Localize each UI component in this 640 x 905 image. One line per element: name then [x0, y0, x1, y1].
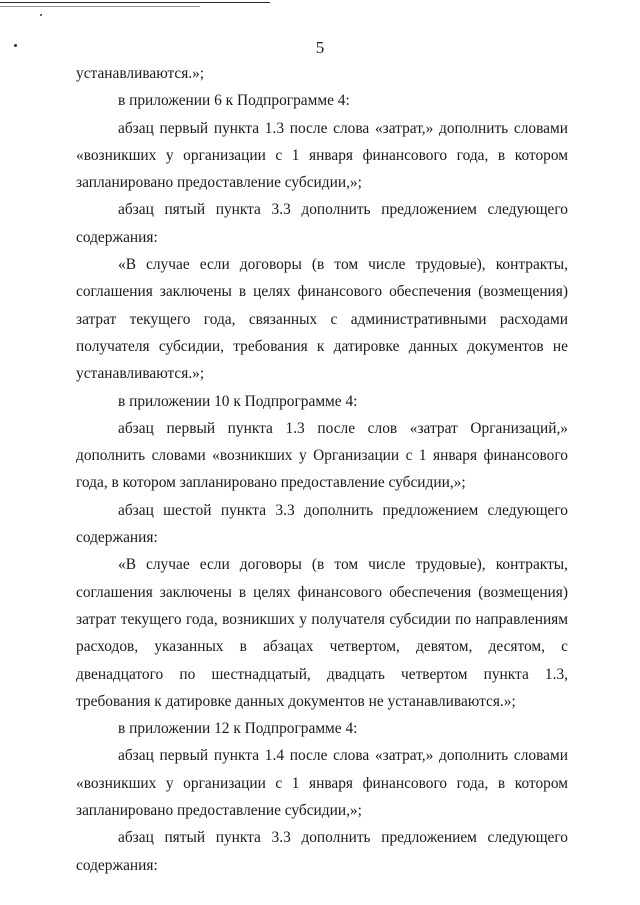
paragraph: устанавливаются.»; [76, 65, 205, 82]
paragraph: абзац пятый пункта 3.3 дополнить предложением следующего содержания: [76, 829, 568, 874]
scan-artifact-line [0, 2, 270, 3]
paragraph: в приложении 10 к Подпрограмме 4: [118, 392, 358, 410]
paragraph: в приложении 6 к Подпрограмме 4: [118, 92, 350, 110]
document-body [76, 60, 568, 879]
quoted-paragraph: «В случае если договоры (в том числе трудовые), контракты, соглашения заключены в целях финансового обеспечения (возмещения) затрат текущего года, возникших у получателя субсидии по направлениям расходов, указанных в абзацах четвертом, девятом, десятом, с двенадцатого по шестнадцатый, двадцать четвертом пункта 1.3, требования к датировке данных документов не устанавливаются.»; [76, 556, 568, 710]
scan-artifact-line [0, 6, 200, 7]
page-number: 5 [315, 38, 325, 57]
paragraph: в приложении 12 к Подпрограмме 4: [118, 720, 358, 738]
paragraph: абзац первый пункта 1.3 после слов «затрат Организаций,» дополнить словами «возникших у Организации с 1 января финансового года, в котором запланировано предоставление субсидии,»; [76, 419, 568, 492]
paragraph: абзац первый пункта 1.3 после слова «затрат,» дополнить словами «возникших у организации с 1 января финансового года, в котором запланировано предоставление субсидии,»; [76, 119, 568, 192]
scan-artifact-dot [40, 14, 42, 16]
quoted-paragraph: «В случае если договоры (в том числе трудовые), контракты, соглашения заключены в целях финансового обеспечения (возмещения) затрат текущего года, связанных с административными расходами получателя субсидии, требования к датировке данных документов не устанавливаются.»; [76, 256, 568, 383]
paragraph: абзац пятый пункта 3.3 дополнить предложением следующего содержания: [76, 201, 568, 246]
paragraph: абзац первый пункта 1.4 после слова «затрат,» дополнить словами «возникших у организации с 1 января финансового года, в котором запланировано предоставление субсидии,»; [76, 747, 568, 820]
paragraph: абзац шестой пункта 3.3 дополнить предложением следующего содержания: [76, 501, 568, 547]
